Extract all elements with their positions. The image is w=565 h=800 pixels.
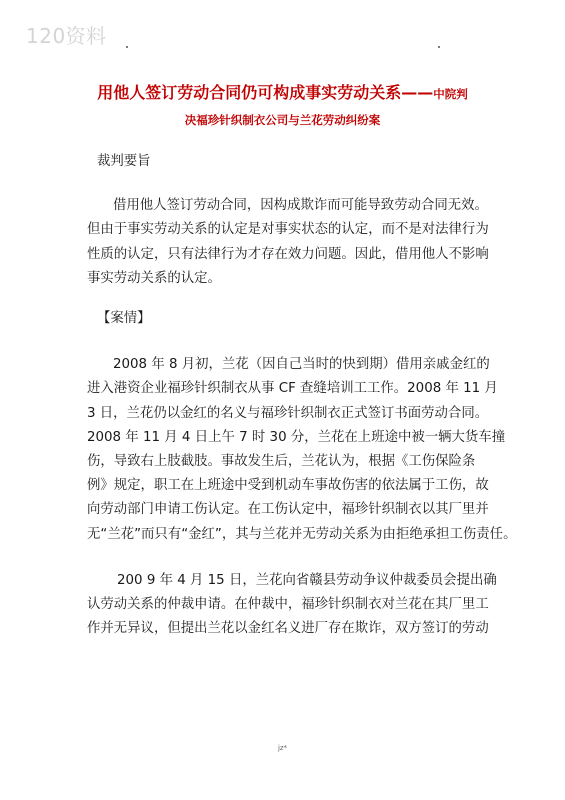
- header-dot-right: [438, 46, 440, 48]
- summary-line: 事实劳动关系的认定。: [87, 270, 221, 286]
- case-line: 作并无异议，但提出兰花以金红名义进厂存在欺诈，双方签订的劳动: [87, 621, 489, 637]
- page-footer: jz*: [277, 744, 288, 752]
- case-line: 无“兰花”而只有“金红”，其与兰花并无劳动关系为由拒绝承担工伤责任。: [87, 526, 517, 542]
- summary-heading: 裁判要旨: [97, 154, 151, 169]
- title-tail: 中院判: [433, 87, 468, 101]
- case-line: 伤，导致右上肢截肢。事故发生后，兰花认为，根据《工伤保险条: [87, 454, 476, 470]
- case-line: 进入港资企业福珍针织制衣从事 CF 查缝培训工工作。2008 年 11 月: [87, 381, 498, 397]
- header-dot-left: [126, 46, 128, 48]
- case-line: 向劳动部门申请工伤认定。在工伤认定中，福珍针织制衣以其厂里并: [87, 502, 489, 518]
- case-line: 例》规定，职工在上班途中受到机动车事故伤害的依法属于工伤，故: [87, 478, 489, 494]
- case-heading: 【案情】: [97, 311, 151, 327]
- case-line: 2008 年 11 月 4 日上午 7 时 30 分，兰花在上班途中被一辆大货车撞: [87, 429, 506, 445]
- title-main: 用他人签订劳动合同仍可构成事实劳动关系——: [97, 83, 434, 102]
- document-title: [0, 80, 565, 103]
- summary-line: 但由于事实劳动关系的认定是对事实状态的认定，而不是对法律行为: [87, 222, 489, 238]
- summary-line: 性质的认定，只有法律行为才存在效力问题。因此，借用他人不影响: [87, 246, 489, 262]
- document-body: [87, 150, 517, 641]
- document-title-line2: 决福珍针织制衣公司与兰花劳动纠纷案: [184, 113, 381, 127]
- summary-line: 借用他人签订劳动合同，因构成欺诈而可能导致劳动合同无效。: [113, 198, 488, 214]
- case-line: 认劳动关系的仲裁申请。在仲裁中，福珍针织制衣对兰花在其厂里工: [87, 597, 489, 613]
- case-line: 2008 年 8 月初，兰花（因自己当时的快到期）借用亲戚金红的: [113, 357, 490, 373]
- case-line: 3 日，兰花仍以金红的名义与福珍针织制衣正式签订书面劳动合同。: [87, 405, 489, 421]
- case-line: 200 9 年 4 月 15 日，兰花向省赣县劳动争议仲裁委员会提出确: [117, 572, 497, 588]
- watermark-logo: 120资料: [26, 24, 107, 48]
